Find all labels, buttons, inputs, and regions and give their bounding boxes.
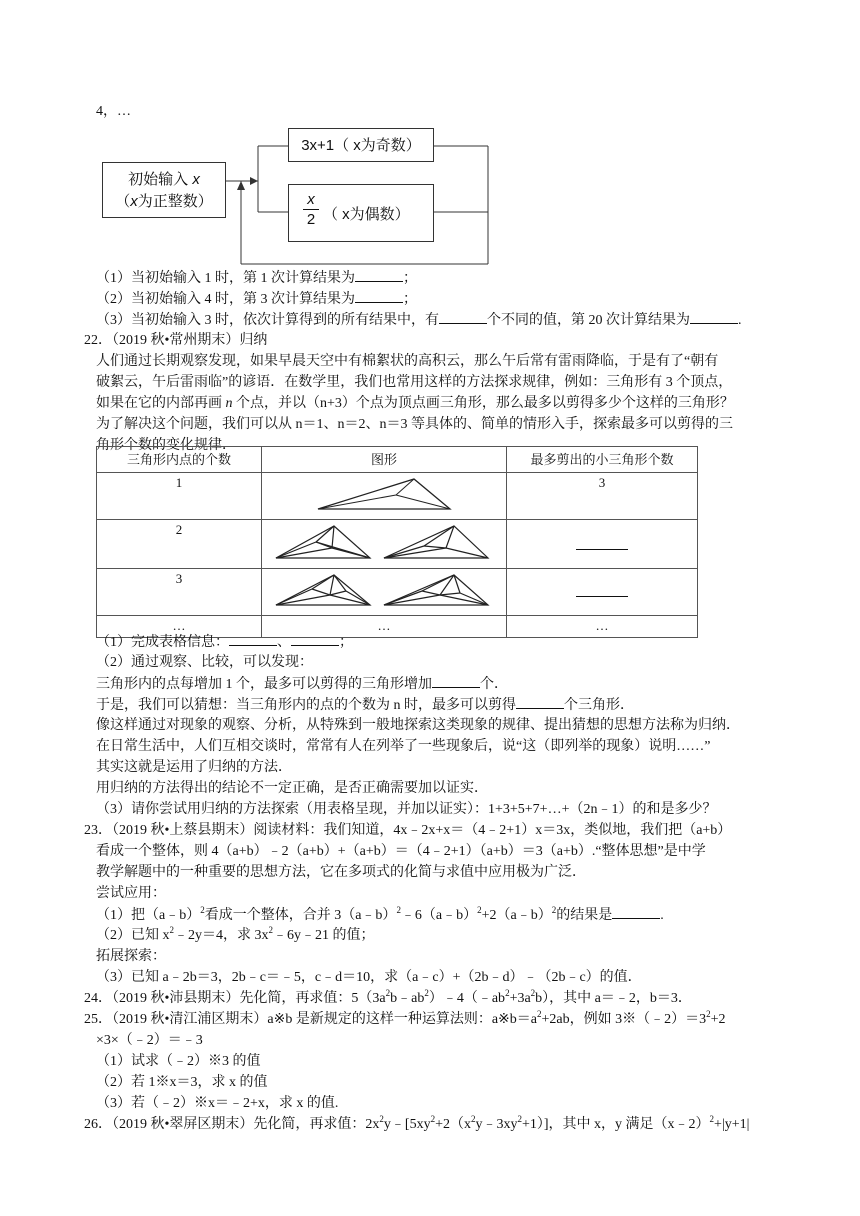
answer-blank[interactable] [229, 632, 277, 646]
q22-step2-line: 在日常生活中，人们互相交谈时，常常有人在列举了一些现象后，说“这（即列举的现象）说明……” [96, 739, 711, 754]
q22-step2-line: 其实这就是运用了归纳的方法． [96, 760, 292, 775]
answer-blank[interactable] [355, 268, 403, 282]
q25-part3: （3）若（﹣2）※x＝﹣2+x，求 x 的值. [96, 1096, 339, 1111]
q23-heading: 23．（2019 秋•上蔡县期末）阅读材料：我们知道，4x﹣2x+x＝（4﹣2+1）x＝3x，类似地，我们把（a+b） [84, 823, 732, 838]
q26-heading: 26．（2019 秋•翠屏区期末）先化简，再求值：$2x^2y﹣[5xy^2+2(x^2y﹣3xy^2+1)]$，其中 x，y 满足（x﹣2）$^2$+|y+1| [84, 1114, 750, 1132]
even-box [288, 184, 434, 242]
answer-blank[interactable] [439, 310, 487, 324]
q23-ext-label: 拓展探索： [96, 949, 166, 964]
input-paren: （ [115, 193, 131, 210]
q23-para-line: 教学解题中的一种重要的思想方法，它在多项式的化简与求值中应用极为广泛． [96, 865, 586, 880]
q21-part2: （2）当初始输入 4 时，第 3 次计算结果为 ； [96, 289, 417, 310]
q25-part2: （2）若 1※x＝3，求 x 的值 [96, 1075, 268, 1090]
induction-table [96, 446, 698, 638]
answer-blank[interactable] [516, 695, 564, 709]
points-cell: 3 [97, 569, 262, 616]
table-row [97, 569, 698, 616]
answer-blank[interactable] [355, 289, 403, 303]
input-cond: 为正整数） [137, 193, 213, 210]
figure-cell [262, 569, 507, 616]
q23-part2: （2）已知 $x^2﹣2y=4$，求 $3x^2﹣6y﹣21$ 的值； [96, 925, 375, 943]
table-row [97, 520, 698, 569]
q23-part1: （1）把（a﹣b）$^2$看成一个整体，合并 3（a﹣b）$^2$﹣6（a﹣b）$^2$+2（a﹣b）$^2$的结果是 . [96, 905, 664, 923]
q22-step3: （3）请你尝试用归纳的方法探索（用表格呈现，并加以证实）：1+3+5+7+…+（2n﹣1）的和是多少？ [96, 802, 717, 817]
q22-step2-line: 用归纳的方法得出的结论不一定正确，是否正确需要加以证实． [96, 781, 488, 796]
q21-part3: （3）当初始输入 3 时，依次计算得到的所有结果中，有 个不同的值，第 20 次计算结果为 . [96, 310, 742, 331]
count-cell [507, 520, 698, 569]
triangle-figure-1 [314, 475, 454, 513]
answer-blank[interactable] [690, 310, 738, 324]
q25-line2: ×3×（﹣2）＝﹣3 [96, 1033, 203, 1048]
q22-para-line: 角形个数的变化规律． [96, 438, 236, 453]
figure-cell: … [262, 616, 507, 638]
triangle-figure-3 [274, 571, 494, 609]
figure-cell [262, 520, 507, 569]
q25-heading: 25．（2019 秋•清江浦区期末）a※b 是新规定的这样一种运算法则：$a※b=a^2+2ab$，例如 $3※(﹣2)=3^2+2$ [84, 1009, 726, 1027]
table-header: 三角形内点的个数 [97, 447, 262, 473]
q22-step2-line: 三角形内的点每增加 1 个，最多可以剪得的三角形增加 个． [96, 674, 508, 695]
q23-para-line: 看成一个整体，则 4（a+b）﹣2（a+b）+（a+b）＝（4﹣2+1）（a+b）＝3（a+b）.“整体思想”是中学 [96, 844, 706, 859]
even-condition: （ x为偶数） [323, 206, 410, 223]
q23-try-label: 尝试应用： [96, 886, 166, 901]
odd-expression: 3x+1（ x为奇数） [301, 137, 421, 154]
q22-step2-line: 于是，我们可以猜想：当三角形内的点的个数为 n 时，最多可以剪得 个三角形． [96, 695, 634, 716]
answer-blank[interactable] [612, 905, 660, 919]
q23-part3: （3）已知 a﹣2b＝3，2b﹣c＝﹣5，c﹣d＝10，求（a﹣c）+（2b﹣d）﹣（2b﹣c）的值． [96, 970, 642, 985]
input-box [102, 162, 226, 218]
q24-heading: 24．（2019 秋•沛县期末）先化简，再求值：$5(3a^2b﹣ab^2)﹣4(﹣ab^2+3a^2b)$，其中 a＝﹣2，b＝3． [84, 988, 692, 1006]
odd-box [288, 128, 434, 162]
q25-part1: （1）试求（﹣2）※3 的值 [96, 1054, 261, 1069]
points-cell: … [97, 616, 262, 638]
q22-para-line: 为了解决这个问题，我们可以从 n＝1、n＝2、n＝3 等具体的、简单的情形入手，探索最多可以剪得的三 [96, 417, 733, 432]
count-cell: 3 [507, 473, 698, 520]
points-cell: 2 [97, 520, 262, 569]
even-denominator: 2 [306, 211, 316, 228]
q22-para-line: 人们通过长期观察发现，如果早晨天空中有棉絮状的高积云，那么午后常有雷雨降临，于是有了“朝有 [96, 354, 719, 369]
count-cell: … [507, 616, 698, 638]
input-label: 初始输入 [128, 171, 189, 188]
q22-step2-line: 像这样通过对现象的观察、分析，从特殊到一般地探索这类现象的规律、提出猜想的思想方法称为归纳． [96, 718, 740, 733]
q22-step1: （1）完成表格信息： 、 ； [96, 632, 353, 653]
points-cell: 1 [97, 473, 262, 520]
figure-cell [262, 473, 507, 520]
triangle-figure-2 [274, 522, 494, 562]
answer-blank[interactable] [576, 583, 628, 597]
table-row [97, 473, 698, 520]
even-numerator: x [307, 191, 315, 208]
answer-blank[interactable] [432, 674, 480, 688]
answer-blank[interactable] [576, 536, 628, 550]
intro-line: 4，… [96, 104, 131, 119]
q22-para-line: 破絮云，午后雷雨临”的谚语．在数学里，我们也常用这样的方法探求规律，例如：三角形有 3 个顶点， [96, 375, 733, 390]
table-header: 最多剪出的小三角形个数 [507, 447, 698, 473]
q21-part1: （1）当初始输入 1 时，第 1 次计算结果为 ； [96, 268, 417, 289]
input-var: x [192, 171, 200, 188]
answer-blank[interactable] [291, 632, 339, 646]
q22-step2: （2）通过观察、比较，可以发现： [96, 655, 313, 670]
count-cell [507, 569, 698, 616]
q22-para-line: 如果在它的内部再画 n 个点，并以（n+3）个点为顶点画三角形，那么最多以剪得多少个这样的三角形？ [96, 396, 734, 411]
input-var2: x [130, 193, 138, 210]
q22-heading: 22．（2019 秋•常州期末）归纳 [84, 333, 268, 348]
table-header: 图形 [262, 447, 507, 473]
